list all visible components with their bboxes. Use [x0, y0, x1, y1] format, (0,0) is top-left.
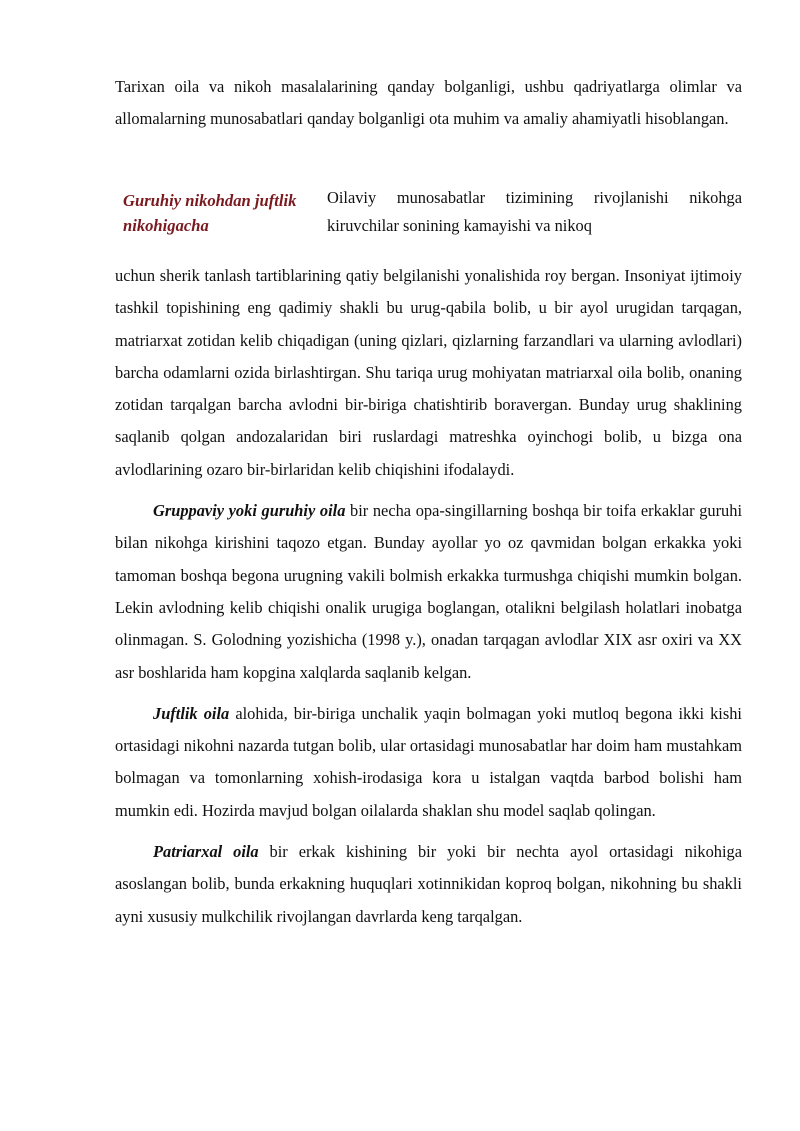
- paragraph-text: uchun sherik tanlash tartiblarining qatiy belgilanishi yonalishida roy bergan. Insoniyat ijtimoiy tashkil topishining eng qadimiy shakli bu urug-qabila bolib, u bir ayol urugidan tarqagan, matriarxat zotidan kelib chiqadigan (uning qizlari, qizlarning farzandlari va ularning avlodlari) barcha odamlarni ozida birlashtirgan. Shu tariqa urug mohiyatan matriarxal oila bolib, onaning zotidan tarqalgan barcha avlodni bir-biriga chatishtirib boravergan. Bunday urug shaklining saqlanib qolgan andozalaridan biri ruslardagi matreshka oyinchogi bolib, u bizga ona avlodlarining ozaro bir-birlaridan kelib chiqishini ifodalaydi.: [115, 266, 742, 479]
- term-juftlik-oila: Juftlik oila: [153, 703, 230, 723]
- paragraph-group-family: [115, 495, 742, 689]
- sidebar-text: Oilaviy munosabatlar tizimining rivojlanishi nikohga kiruvchilar sonining kamayishi va nikoq: [327, 188, 742, 235]
- term-gruppaviy-oila: Gruppaviy yoki guruhiy oila: [153, 501, 346, 521]
- paragraph-patriarchal-family: [115, 836, 742, 933]
- paragraph-text: alohida, bir-biriga unchalik yaqin bolmagan yoki mutloq begona ikki kishi ortasidagi nikohni nazarda tutgan bolib, ular ortasidagi munosabatlar har doim ham mustahkam bolmagan va tomonlarning xohish-irodasiga kora u istalgan vaqtda barbod bolishi ham mumkin edi. Hozirda mavjud bolgan oilalarda shaklan shu model saqlab qolingan.: [115, 703, 742, 820]
- body-text: [115, 260, 742, 942]
- intro-paragraph: Tarixan oila va nikoh masalalarining qanday bolganligi, ushbu qadriyatlarga olimlar va allomalarning munosabatlari qanday bolganligi ota muhim va amaliy ahamiyatli hisoblangan.: [115, 77, 742, 129]
- paragraph-pair-family: [115, 698, 742, 827]
- sidebar-title: Guruhiy nikohdan juftlik nikohigacha: [123, 191, 297, 235]
- paragraph-continuation: [115, 260, 742, 486]
- paragraph-text: bir erkak kishining bir yoki bir nechta ayol ortasidagi nikohiga asoslangan bolib, bunda erkakning huquqlari xotinnikidan koproq bolgan, nikohning bu shakli ayni xususiy mulkchilik rivojlangan davrlarda keng tarqalgan.: [115, 842, 743, 926]
- paragraph-text: bir necha opa-singillarning boshqa bir toifa erkaklar guruhi bilan nikohga kirishini taqozo etgan. Bunday ayollar yo oz qavmidan bolgan erkakka yoki tamoman boshqa begona urugning vakili bolmish erkakka turmushga chiqishi mumkin bolgan. Lekin avlodning kelib chiqishi onalik urugiga boglangan, otalikni belgilash holatlari inobatga olinmagan. S. Golodning yozishicha (1998 y.), onadan tarqagan avlodlar XIX asr oxiri va XX asr boshlarida ham kopgina xalqlarda saqlanib kelgan.: [115, 501, 743, 682]
- term-patriarxal-oila: Patriarxal oila: [153, 842, 259, 862]
- sidebar-box: [115, 180, 742, 250]
